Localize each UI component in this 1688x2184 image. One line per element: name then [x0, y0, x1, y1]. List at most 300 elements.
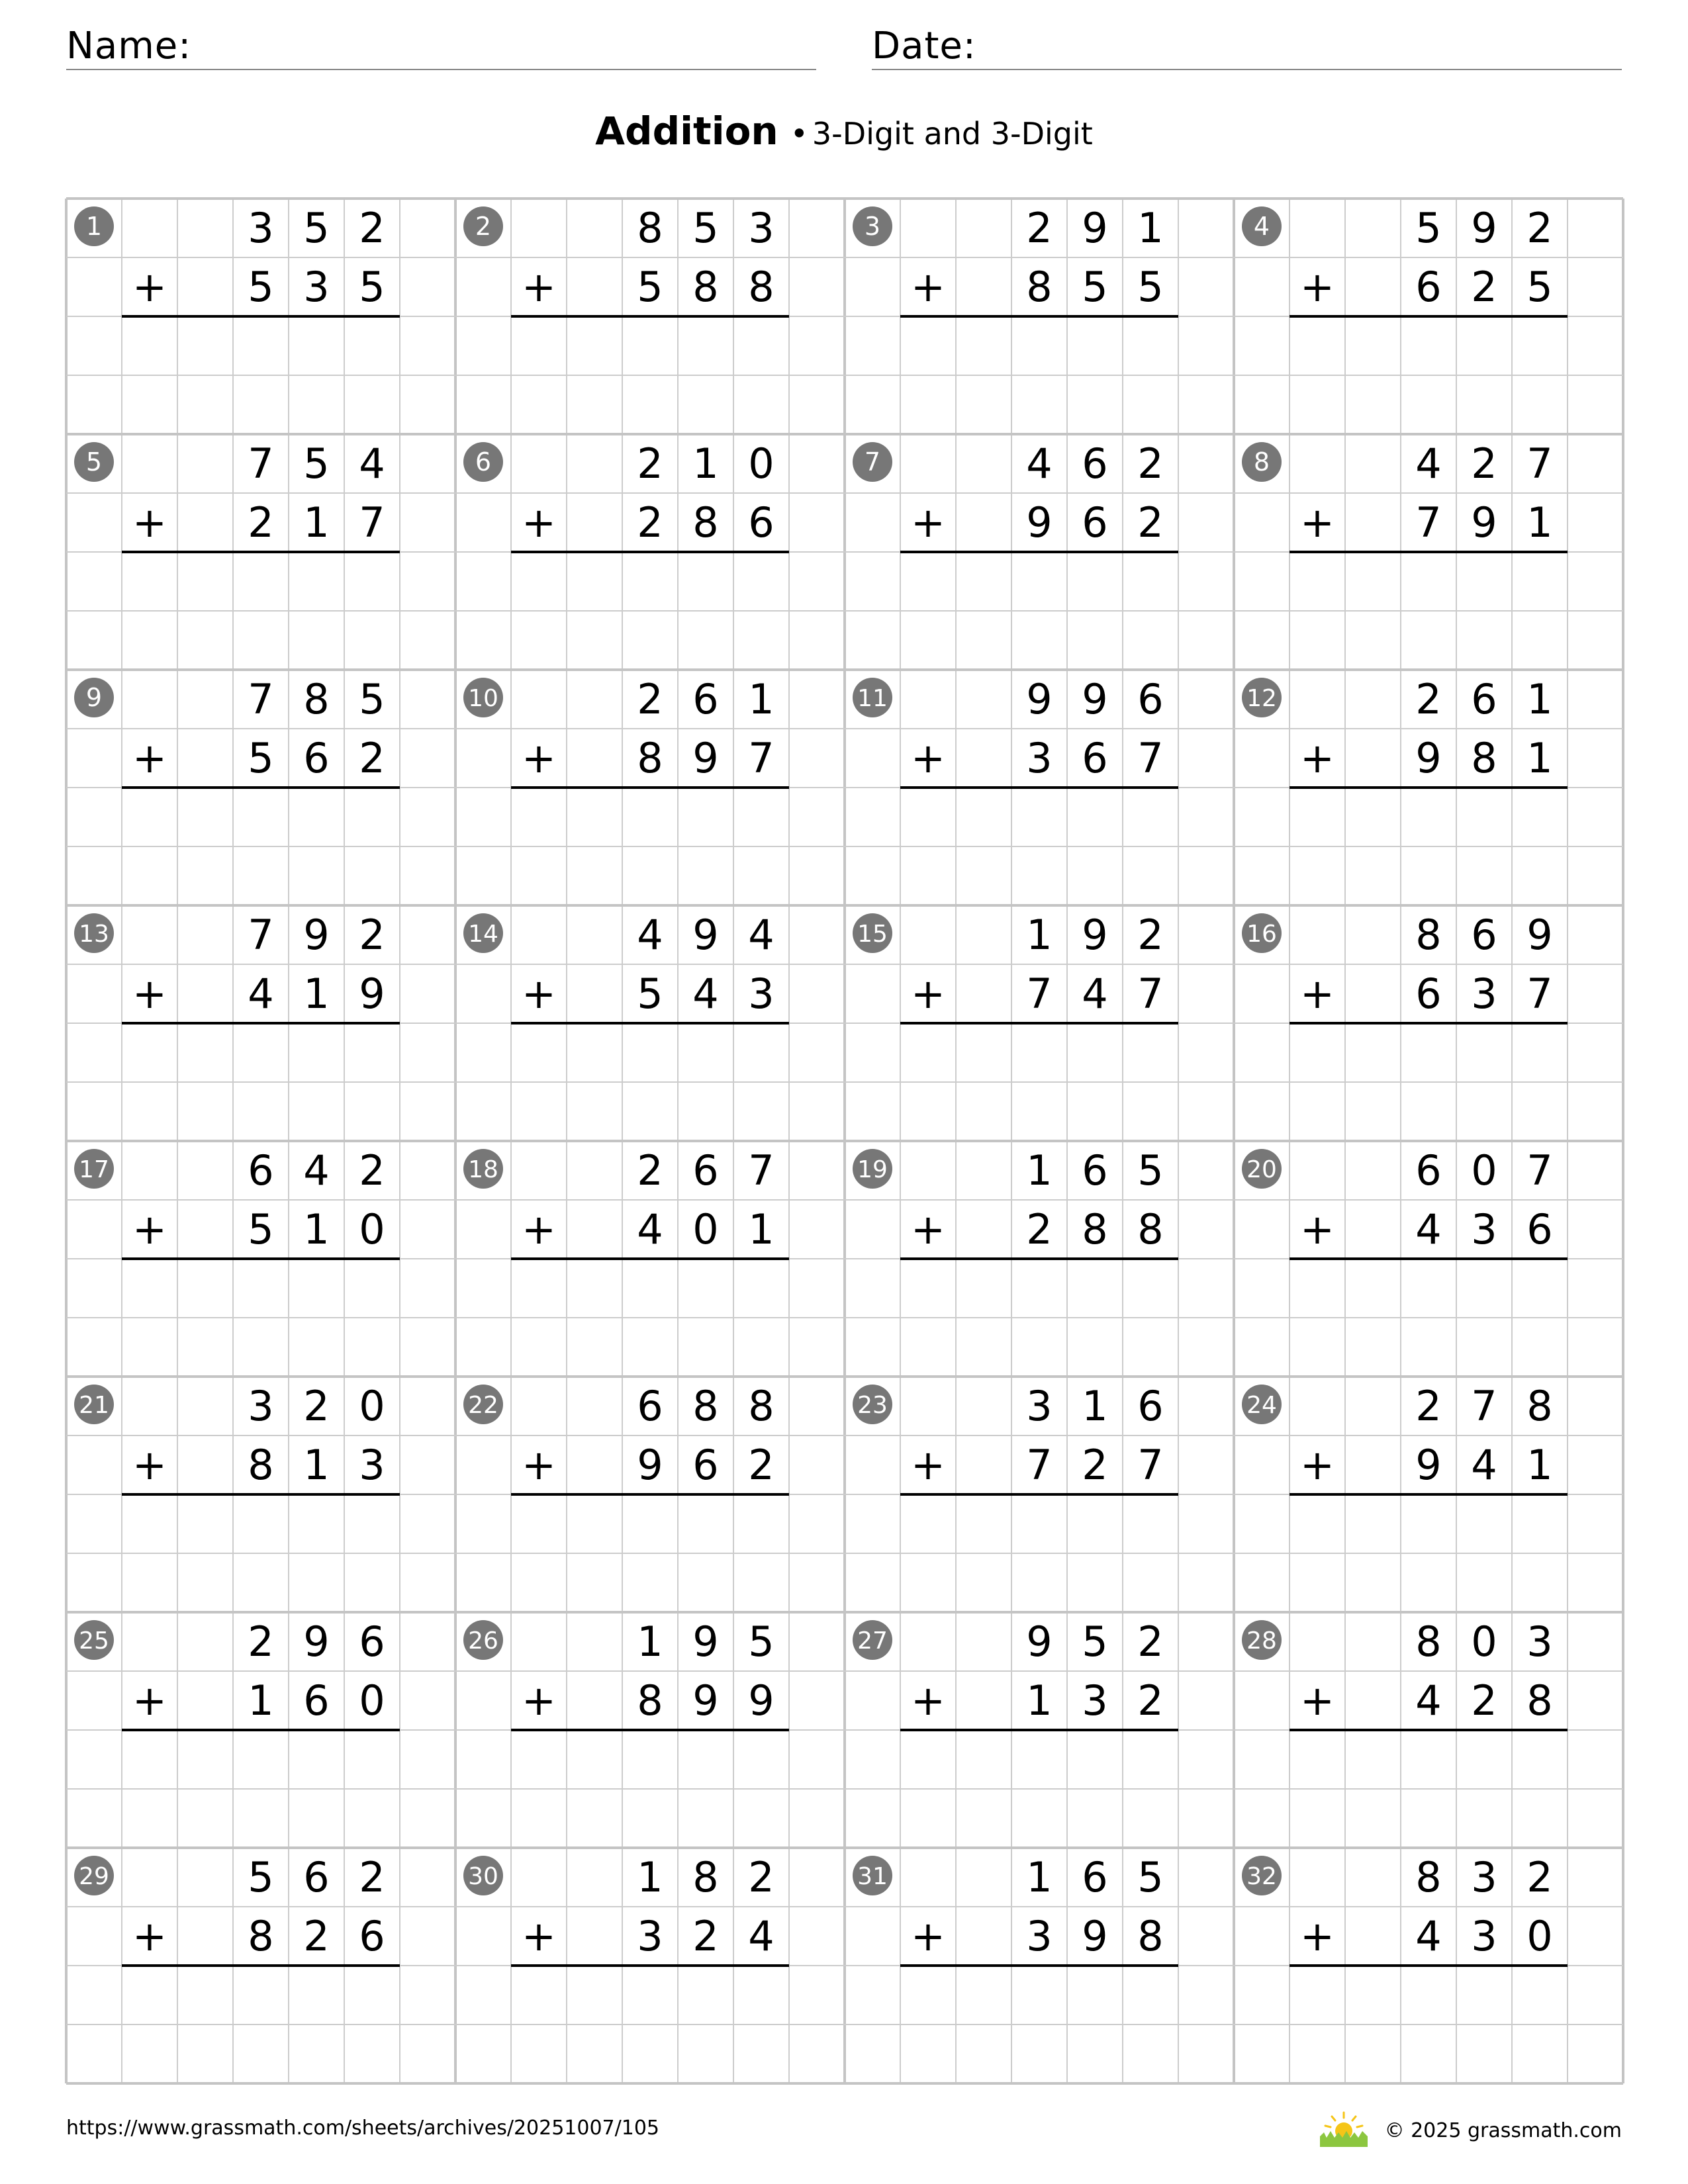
bottom-digit: 1 — [303, 498, 330, 547]
top-digit: 6 — [303, 1853, 330, 1901]
bottom-digit: 8 — [1471, 734, 1497, 782]
bottom-digit: 3 — [1082, 1676, 1108, 1725]
bottom-digit: 4 — [637, 1205, 663, 1253]
bottom-digit: 4 — [1415, 1676, 1442, 1725]
top-digit: 9 — [1082, 675, 1108, 723]
bottom-digit: 8 — [637, 1676, 663, 1725]
answer-area[interactable] — [177, 555, 400, 667]
top-digit: 1 — [1026, 1853, 1053, 1901]
top-digit: 1 — [1026, 911, 1053, 959]
bottom-digit: 2 — [359, 734, 385, 782]
answer-area[interactable] — [1345, 1261, 1568, 1374]
problem-12 — [1242, 675, 1568, 903]
problem-14 — [463, 911, 789, 1138]
top-digit: 7 — [1471, 1382, 1497, 1430]
top-digit: 2 — [359, 204, 385, 252]
top-digit: 5 — [303, 439, 330, 488]
top-digit: 0 — [748, 439, 774, 488]
problem-4 — [1242, 204, 1568, 432]
bottom-digit: 8 — [692, 263, 719, 311]
top-digit: 2 — [1415, 675, 1442, 723]
bottom-digit: 3 — [359, 1441, 385, 1489]
bottom-digit: 3 — [1471, 1205, 1497, 1253]
plus-operator: + — [132, 1441, 167, 1489]
plus-operator: + — [522, 1676, 556, 1725]
bottom-digit: 5 — [1526, 263, 1553, 311]
problem-number: 4 — [1253, 212, 1270, 241]
top-digit: 5 — [248, 1853, 274, 1901]
plus-operator: + — [522, 1205, 556, 1253]
top-digit: 2 — [637, 1146, 663, 1195]
answer-area[interactable] — [956, 555, 1178, 667]
bottom-digit: 6 — [1415, 263, 1442, 311]
problem-1 — [74, 204, 400, 432]
top-digit: 8 — [692, 1853, 719, 1901]
plus-operator: + — [522, 1912, 556, 1960]
answer-area[interactable] — [956, 790, 1178, 903]
bottom-digit: 6 — [1415, 970, 1442, 1018]
bottom-digit: 6 — [748, 498, 774, 547]
answer-area[interactable] — [1345, 1733, 1568, 1845]
top-digit: 8 — [692, 1382, 719, 1430]
top-digit: 1 — [692, 439, 719, 488]
bottom-digit: 8 — [1526, 1676, 1553, 1725]
bottom-digit: 9 — [1415, 1441, 1442, 1489]
bottom-digit: 6 — [303, 734, 330, 782]
problem-26 — [463, 1617, 789, 1845]
bottom-digit: 9 — [1026, 498, 1053, 547]
problem-8 — [1242, 439, 1568, 667]
problem-9 — [74, 675, 400, 903]
problem-number: 19 — [857, 1156, 888, 1183]
plus-operator: + — [1300, 970, 1335, 1018]
bottom-digit: 4 — [1415, 1205, 1442, 1253]
top-digit: 7 — [248, 439, 274, 488]
bottom-digit: 5 — [248, 263, 274, 311]
top-digit: 2 — [1526, 204, 1553, 252]
problem-number: 27 — [857, 1627, 888, 1655]
bottom-digit: 4 — [1415, 1912, 1442, 1960]
problem-19 — [853, 1146, 1178, 1374]
bottom-digit: 6 — [1082, 498, 1108, 547]
problem-number: 6 — [475, 447, 492, 477]
top-digit: 8 — [748, 1382, 774, 1430]
answer-area[interactable] — [177, 1733, 400, 1845]
top-digit: 5 — [1415, 204, 1442, 252]
problem-5 — [74, 439, 400, 667]
problem-7 — [853, 439, 1178, 667]
answer-area[interactable] — [567, 1026, 789, 1138]
problem-31 — [853, 1853, 1178, 2081]
answer-area[interactable] — [1345, 555, 1568, 667]
bottom-digit: 9 — [637, 1441, 663, 1489]
top-digit: 0 — [1471, 1617, 1497, 1666]
problem-13 — [74, 911, 400, 1138]
top-digit: 3 — [248, 204, 274, 252]
top-digit: 8 — [1415, 1853, 1442, 1901]
plus-operator: + — [911, 1676, 945, 1725]
bottom-digit: 5 — [637, 263, 663, 311]
top-digit: 5 — [1137, 1146, 1164, 1195]
problem-number: 2 — [475, 212, 492, 241]
bottom-digit: 0 — [1526, 1912, 1553, 1960]
bottom-digit: 0 — [359, 1676, 385, 1725]
problem-number: 28 — [1246, 1627, 1277, 1655]
top-digit: 1 — [1137, 204, 1164, 252]
bottom-digit: 2 — [1471, 1676, 1497, 1725]
bottom-digit: 0 — [692, 1205, 719, 1253]
problem-number: 29 — [79, 1863, 109, 1890]
problem-3 — [853, 204, 1178, 432]
top-digit: 5 — [1137, 1853, 1164, 1901]
bottom-digit: 8 — [748, 263, 774, 311]
answer-area[interactable] — [177, 1968, 400, 2081]
plus-operator: + — [132, 498, 167, 547]
plus-operator: + — [911, 1205, 945, 1253]
top-digit: 8 — [1415, 911, 1442, 959]
top-digit: 6 — [248, 1146, 274, 1195]
problem-6 — [463, 439, 789, 667]
bottom-digit: 8 — [248, 1912, 274, 1960]
answer-area[interactable] — [956, 1026, 1178, 1138]
bottom-digit: 1 — [1526, 734, 1553, 782]
top-digit: 8 — [1526, 1382, 1553, 1430]
top-digit: 8 — [637, 204, 663, 252]
bottom-digit: 9 — [1471, 498, 1497, 547]
footer-copyright: © 2025 grassmath.com — [1384, 2119, 1622, 2142]
bottom-digit: 1 — [303, 1441, 330, 1489]
top-digit: 6 — [1471, 675, 1497, 723]
bottom-digit: 3 — [303, 263, 330, 311]
top-digit: 7 — [748, 1146, 774, 1195]
plus-operator: + — [911, 1441, 945, 1489]
bottom-digit: 7 — [1026, 970, 1053, 1018]
top-digit: 6 — [1082, 1853, 1108, 1901]
problem-number: 1 — [85, 212, 103, 241]
bottom-digit: 3 — [1471, 970, 1497, 1018]
top-digit: 3 — [1526, 1617, 1553, 1666]
bottom-digit: 8 — [1082, 1205, 1108, 1253]
top-digit: 7 — [1526, 439, 1553, 488]
answer-area[interactable] — [956, 1261, 1178, 1374]
top-digit: 6 — [1471, 911, 1497, 959]
bottom-digit: 2 — [1471, 263, 1497, 311]
top-digit: 9 — [692, 911, 719, 959]
problem-18 — [463, 1146, 789, 1374]
problem-20 — [1242, 1146, 1568, 1374]
problem-number: 23 — [857, 1392, 888, 1419]
bottom-digit: 7 — [1026, 1441, 1053, 1489]
top-digit: 2 — [1471, 439, 1497, 488]
problem-number: 26 — [468, 1627, 498, 1655]
problem-17 — [74, 1146, 400, 1374]
bottom-digit: 8 — [248, 1441, 274, 1489]
problem-number: 21 — [79, 1392, 109, 1419]
problem-22 — [463, 1382, 789, 1610]
problem-number: 9 — [85, 683, 103, 712]
plus-operator: + — [1300, 1205, 1335, 1253]
bottom-digit: 3 — [1026, 1912, 1053, 1960]
top-digit: 3 — [1471, 1853, 1497, 1901]
answer-area[interactable] — [1345, 319, 1568, 432]
plus-operator: + — [1300, 498, 1335, 547]
bottom-digit: 8 — [637, 734, 663, 782]
answer-area[interactable] — [567, 1733, 789, 1845]
plus-operator: + — [911, 498, 945, 547]
bottom-digit: 9 — [1415, 734, 1442, 782]
top-digit: 8 — [1415, 1617, 1442, 1666]
bottom-digit: 1 — [1026, 1676, 1053, 1725]
bottom-digit: 3 — [637, 1912, 663, 1960]
bottom-digit: 1 — [748, 1205, 774, 1253]
top-digit: 4 — [1026, 439, 1053, 488]
top-digit: 6 — [692, 1146, 719, 1195]
plus-operator: + — [522, 498, 556, 547]
bottom-digit: 5 — [248, 1205, 274, 1253]
problem-number: 8 — [1253, 447, 1270, 477]
bottom-digit: 2 — [637, 498, 663, 547]
answer-area[interactable] — [956, 319, 1178, 432]
bottom-digit: 9 — [692, 1676, 719, 1725]
plus-operator: + — [911, 734, 945, 782]
problem-number: 16 — [1246, 921, 1277, 948]
answer-area[interactable] — [956, 1497, 1178, 1610]
top-digit: 4 — [359, 439, 385, 488]
top-digit: 6 — [1137, 1382, 1164, 1430]
footer-url: https://www.grassmath.com/sheets/archives/20251007/105 — [66, 2116, 660, 2140]
answer-area[interactable] — [567, 319, 789, 432]
bottom-digit: 8 — [1137, 1912, 1164, 1960]
bottom-digit: 6 — [692, 1441, 719, 1489]
top-digit: 9 — [692, 1617, 719, 1666]
plus-operator: + — [132, 970, 167, 1018]
bottom-digit: 7 — [1137, 734, 1164, 782]
plus-operator: + — [911, 1912, 945, 1960]
bottom-digit: 9 — [1082, 1912, 1108, 1960]
bottom-digit: 2 — [1026, 1205, 1053, 1253]
plus-operator: + — [132, 263, 167, 311]
answer-area[interactable] — [177, 1261, 400, 1374]
bottom-digit: 7 — [1137, 1441, 1164, 1489]
top-digit: 2 — [303, 1382, 330, 1430]
plus-operator: + — [132, 1912, 167, 1960]
top-digit: 9 — [303, 911, 330, 959]
bottom-digit: 6 — [1526, 1205, 1553, 1253]
top-digit: 2 — [1137, 1617, 1164, 1666]
problem-number: 12 — [1246, 685, 1277, 712]
top-digit: 5 — [748, 1617, 774, 1666]
problem-number: 13 — [79, 921, 109, 948]
bottom-digit: 2 — [1082, 1441, 1108, 1489]
bottom-digit: 1 — [303, 1205, 330, 1253]
bottom-digit: 2 — [1137, 498, 1164, 547]
bottom-digit: 3 — [1026, 734, 1053, 782]
bottom-digit: 7 — [359, 498, 385, 547]
top-digit: 5 — [692, 204, 719, 252]
top-digit: 8 — [303, 675, 330, 723]
bottom-digit: 4 — [1082, 970, 1108, 1018]
top-digit: 7 — [1526, 1146, 1553, 1195]
top-digit: 1 — [748, 675, 774, 723]
bottom-digit: 1 — [303, 970, 330, 1018]
bottom-digit: 5 — [637, 970, 663, 1018]
top-digit: 5 — [359, 675, 385, 723]
top-digit: 6 — [1082, 1146, 1108, 1195]
problem-11 — [853, 675, 1178, 903]
bottom-digit: 6 — [1082, 734, 1108, 782]
problem-number: 25 — [79, 1627, 109, 1655]
bottom-digit: 1 — [248, 1676, 274, 1725]
bottom-digit: 4 — [248, 970, 274, 1018]
bottom-digit: 5 — [248, 734, 274, 782]
top-digit: 3 — [248, 1382, 274, 1430]
bottom-digit: 4 — [692, 970, 719, 1018]
top-digit: 1 — [637, 1853, 663, 1901]
problem-number: 17 — [79, 1156, 109, 1183]
top-digit: 9 — [1026, 675, 1053, 723]
problem-number: 15 — [857, 921, 888, 948]
bottom-digit: 9 — [692, 734, 719, 782]
problem-number: 20 — [1246, 1156, 1277, 1183]
footer-copyright-block — [1317, 2115, 1622, 2147]
top-digit: 2 — [1526, 1853, 1553, 1901]
plus-operator: + — [1300, 1912, 1335, 1960]
answer-area[interactable] — [1345, 1497, 1568, 1610]
top-digit: 2 — [748, 1853, 774, 1901]
problem-21 — [74, 1382, 400, 1610]
plus-operator: + — [1300, 1441, 1335, 1489]
top-digit: 7 — [248, 675, 274, 723]
bottom-digit: 2 — [303, 1912, 330, 1960]
problem-number: 11 — [857, 685, 888, 712]
bottom-digit: 3 — [748, 970, 774, 1018]
answer-area[interactable] — [567, 1261, 789, 1374]
bottom-digit: 0 — [359, 1205, 385, 1253]
top-digit: 6 — [1137, 675, 1164, 723]
top-digit: 2 — [637, 675, 663, 723]
answer-area[interactable] — [177, 1026, 400, 1138]
grassmath-logo-icon — [1317, 2110, 1370, 2147]
answer-area[interactable] — [567, 1968, 789, 2081]
plus-operator: + — [132, 1205, 167, 1253]
problem-number: 22 — [468, 1392, 498, 1419]
problem-number: 14 — [468, 921, 498, 948]
plus-operator: + — [522, 263, 556, 311]
problem-16 — [1242, 911, 1568, 1138]
plus-operator: + — [1300, 1676, 1335, 1725]
top-digit: 9 — [1082, 204, 1108, 252]
plus-operator: + — [1300, 263, 1335, 311]
problem-24 — [1242, 1382, 1568, 1610]
answer-area[interactable] — [177, 790, 400, 903]
top-digit: 4 — [303, 1146, 330, 1195]
bottom-digit: 4 — [748, 1912, 774, 1960]
plus-operator: + — [911, 970, 945, 1018]
bottom-digit: 2 — [248, 498, 274, 547]
problem-28 — [1242, 1617, 1568, 1845]
top-digit: 4 — [748, 911, 774, 959]
problem-10 — [463, 675, 789, 903]
answer-area[interactable] — [956, 1733, 1178, 1845]
answer-area[interactable] — [1345, 1968, 1568, 2081]
bottom-digit: 5 — [1082, 263, 1108, 311]
bottom-digit: 5 — [1137, 263, 1164, 311]
answer-area[interactable] — [956, 1968, 1178, 2081]
top-digit: 1 — [1526, 675, 1553, 723]
bottom-digit: 5 — [359, 263, 385, 311]
problem-30 — [463, 1853, 789, 2081]
problem-number: 7 — [864, 447, 881, 477]
date-label: Date: — [872, 24, 976, 68]
problem-number: 18 — [468, 1156, 498, 1183]
title-main: Addition — [595, 109, 778, 154]
name-label: Name: — [66, 24, 192, 68]
top-digit: 9 — [1526, 911, 1553, 959]
bottom-digit: 8 — [692, 498, 719, 547]
problem-23 — [853, 1382, 1178, 1610]
bottom-digit: 9 — [748, 1676, 774, 1725]
top-digit: 0 — [359, 1382, 385, 1430]
top-digit: 2 — [1415, 1382, 1442, 1430]
top-digit: 6 — [1415, 1146, 1442, 1195]
bottom-digit: 1 — [1526, 1441, 1553, 1489]
problem-27 — [853, 1617, 1178, 1845]
top-digit: 5 — [1082, 1617, 1108, 1666]
top-digit: 0 — [1471, 1146, 1497, 1195]
top-digit: 6 — [1082, 439, 1108, 488]
top-digit: 3 — [748, 204, 774, 252]
bottom-digit: 2 — [692, 1912, 719, 1960]
answer-area[interactable] — [177, 1497, 400, 1610]
top-digit: 2 — [1137, 439, 1164, 488]
top-digit: 2 — [637, 439, 663, 488]
bottom-digit: 2 — [748, 1441, 774, 1489]
top-digit: 6 — [637, 1382, 663, 1430]
problem-29 — [74, 1853, 400, 2081]
top-digit: 2 — [359, 1853, 385, 1901]
top-digit: 1 — [1082, 1382, 1108, 1430]
bottom-digit: 6 — [359, 1912, 385, 1960]
answer-area[interactable] — [567, 555, 789, 667]
plus-operator: + — [522, 1441, 556, 1489]
plus-operator: + — [522, 734, 556, 782]
plus-operator: + — [1300, 734, 1335, 782]
problem-2 — [463, 204, 789, 432]
answer-area[interactable] — [1345, 1026, 1568, 1138]
answer-area[interactable] — [567, 790, 789, 903]
top-digit: 4 — [1415, 439, 1442, 488]
top-digit: 6 — [359, 1617, 385, 1666]
bottom-digit: 7 — [1415, 498, 1442, 547]
top-digit: 1 — [1026, 1146, 1053, 1195]
problem-32 — [1242, 1853, 1568, 2081]
top-digit: 2 — [359, 911, 385, 959]
answer-area[interactable] — [567, 1497, 789, 1610]
top-digit: 2 — [1137, 911, 1164, 959]
bottom-digit: 8 — [1137, 1205, 1164, 1253]
bottom-digit: 7 — [1526, 970, 1553, 1018]
top-digit: 9 — [1471, 204, 1497, 252]
title-separator: • — [790, 116, 808, 152]
answer-area[interactable] — [177, 319, 400, 432]
bottom-digit: 3 — [1471, 1912, 1497, 1960]
problem-25 — [74, 1617, 400, 1845]
problem-number: 24 — [1246, 1392, 1277, 1419]
bottom-digit: 8 — [1026, 263, 1053, 311]
answer-area[interactable] — [1345, 790, 1568, 903]
problem-number: 3 — [864, 212, 881, 241]
problem-number: 32 — [1246, 1863, 1277, 1890]
